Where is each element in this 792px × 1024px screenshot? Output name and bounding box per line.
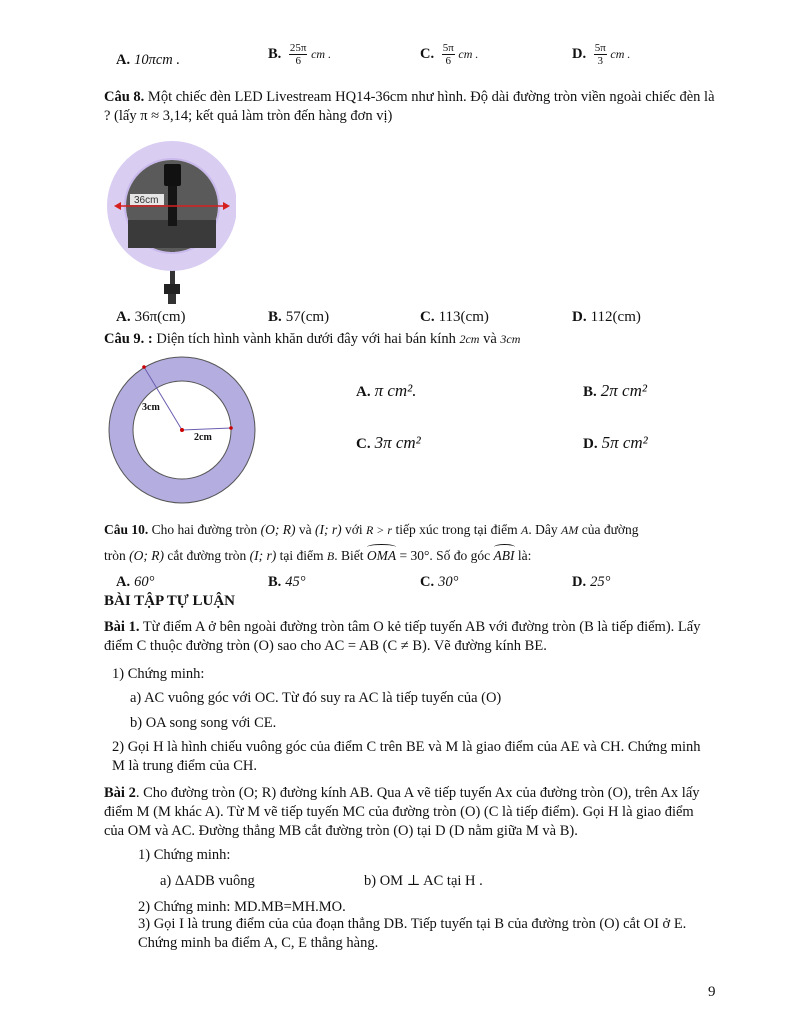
exercise-label: Bài 1.	[104, 619, 140, 635]
center-point	[180, 428, 184, 432]
fraction	[442, 42, 455, 67]
exercise-text: . Cho đường tròn (O; R) đường kính AB. Qua A vẽ tiếp tuyến Ax của đường tròn (O), trên Ax lấy điểm M (M khác A). Từ M vẽ tiếp tuyến MC của đường tròn (O) (C là tiếp điểm). Gọi H là giao điểm của OM và AC. Đường thẳng MB cắt đường tròn (O) tại D (D nằm giữa M và B).	[104, 785, 700, 839]
option-label: B.	[268, 309, 282, 325]
option-value: 112(cm)	[590, 309, 641, 325]
option-value: 36π(cm)	[134, 309, 186, 325]
chord: AM	[561, 523, 579, 537]
question-label: Câu 9. :	[104, 331, 153, 347]
q9-option-a	[356, 381, 417, 402]
ring-light-image	[106, 140, 236, 305]
option-value: π cm².	[374, 381, 417, 400]
question-text: Một chiếc đèn LED Livestream HQ14-36cm như hình. Độ dài đường tròn viền ngoài chiếc đèn là ? (lấy π ≈ 3,14; kết quả làm tròn đến hàng đơn vị)	[104, 89, 715, 124]
option-value: 10πcm .	[134, 52, 181, 68]
option-label: A.	[116, 574, 131, 590]
outer-point	[142, 365, 146, 369]
angle-value: = 30°	[396, 548, 430, 563]
q7-option-a	[116, 50, 180, 70]
phone-clip	[164, 164, 181, 186]
page-number: 9	[708, 984, 716, 1000]
point-a: A	[521, 523, 529, 537]
option-label: C.	[420, 45, 435, 62]
q9-stem	[104, 329, 724, 349]
option-unit: cm .	[610, 46, 631, 61]
exercise-label: Bài 2	[104, 785, 136, 801]
bai1-part-1b: b) OA song song với CE.	[130, 715, 277, 731]
q7-option-b	[268, 42, 331, 67]
stand-base	[168, 294, 176, 304]
text: . Số đo góc	[429, 548, 494, 563]
conjunction: và	[479, 331, 501, 347]
option-value: 113(cm)	[438, 309, 489, 325]
option-label: A.	[116, 52, 131, 68]
bai1-part-1a: a) AC vuông góc với OC. Từ đó suy ra AC là tiếp tuyến của (O)	[130, 690, 502, 706]
q8-option-c	[420, 307, 489, 327]
circle-o: (O; R)	[129, 548, 164, 563]
option-value: 25°	[590, 574, 611, 590]
option-label: B.	[268, 45, 282, 62]
bai2-stem	[104, 784, 716, 841]
circle-i: (I; r)	[314, 522, 342, 537]
inner-point	[229, 426, 233, 430]
denominator: 3	[597, 55, 604, 67]
q9-option-d	[583, 433, 648, 454]
option-unit: cm .	[458, 46, 479, 61]
inner-radius-label: 2cm	[194, 432, 212, 443]
numerator: 5π	[594, 42, 606, 54]
q10-option-b	[268, 572, 306, 592]
q10-option-a	[116, 572, 154, 592]
option-label: D.	[572, 574, 587, 590]
q8-option-b	[268, 307, 329, 327]
text: tiếp xúc trong tại điểm	[392, 522, 522, 537]
bai2-part-1a: a) ΔADB vuông	[160, 873, 255, 889]
option-value: 30°	[438, 574, 459, 590]
text: là:	[514, 548, 532, 563]
option-value: 3π cm²	[374, 433, 421, 452]
bai2-part-1: 1) Chứng minh:	[138, 847, 231, 863]
option-label: D.	[583, 436, 598, 452]
option-label: A.	[356, 384, 371, 400]
radius-outer: 3cm	[500, 332, 521, 346]
bai2-part-1b: b) OM ⊥ AC tại H .	[364, 873, 483, 889]
text: cắt đường tròn	[163, 548, 250, 563]
q8-option-d	[572, 307, 641, 327]
text: tròn	[104, 548, 130, 563]
q7-option-c	[420, 42, 478, 67]
q9-option-b	[583, 381, 647, 402]
bai1-part-1: 1) Chứng minh:	[112, 666, 205, 682]
option-label: B.	[583, 384, 597, 400]
outer-radius-label: 3cm	[142, 402, 160, 413]
point-b: B	[326, 549, 335, 563]
text: của đường	[578, 522, 639, 537]
text: . Dây	[528, 522, 562, 537]
q10-option-c	[420, 572, 458, 592]
fraction	[289, 42, 308, 67]
option-value: 5π cm²	[601, 433, 648, 452]
text: với	[341, 522, 366, 537]
angle-given: OMA	[367, 546, 396, 566]
exercise-text: Từ điểm A ở bên ngoài đường tròn tâm O kẻ tiếp tuyến AB với đường tròn (B là tiếp điểm). Lấy điểm C thuộc đường tròn (O) sao cho AC = AB (C ≠ B). Vẽ đường kính BE.	[104, 619, 701, 654]
numerator: 25π	[289, 42, 307, 54]
q10-line-1	[104, 520, 724, 540]
annulus-figure	[106, 354, 258, 506]
circle-o: (O; R)	[260, 522, 296, 537]
radius-inner: 2cm	[459, 332, 480, 346]
option-unit: cm .	[311, 46, 332, 61]
question-label: Câu 8.	[104, 89, 145, 105]
fraction	[594, 42, 607, 67]
q7-option-d	[572, 42, 630, 67]
q10-option-d	[572, 572, 610, 592]
option-label: C.	[420, 574, 435, 590]
question-text: Diện tích hình vành khăn dưới đây với hai bán kính	[152, 331, 460, 347]
condition: R > r	[365, 523, 393, 537]
stand-mount	[164, 284, 180, 294]
angle-asked: ABI	[494, 546, 515, 566]
text: tại điểm	[276, 548, 327, 563]
denominator: 6	[295, 55, 301, 67]
denominator: 6	[445, 55, 452, 67]
q9-option-c	[356, 433, 421, 454]
option-label: A.	[116, 309, 131, 325]
option-label: D.	[572, 45, 587, 62]
circle-i: (I; r)	[249, 548, 277, 563]
diameter-label: 36cm	[134, 195, 159, 206]
bai2-part-3: 3) Gọi I là trung điểm của của đoạn thẳng DB. Tiếp tuyến tại B của đường tròn (O) cắt OI ở E. Chứng minh ba điểm A, C, E thẳng hàng.	[138, 916, 687, 951]
option-value: 45°	[285, 574, 306, 590]
text: và	[295, 522, 315, 537]
option-label: B.	[268, 574, 282, 590]
bai1-part-2: 2) Gọi H là hình chiếu vuông góc của điểm C trên BE và M là giao điểm của AE và CH. Chứng minh M là trung điểm của CH.	[112, 739, 701, 774]
q8-stem	[104, 88, 716, 126]
numerator: 5π	[442, 42, 454, 54]
option-label: C.	[356, 436, 371, 452]
option-label: C.	[420, 309, 435, 325]
option-value: 60°	[134, 574, 155, 590]
option-value: 2π cm²	[600, 381, 647, 400]
option-value: 57(cm)	[285, 309, 330, 325]
text: . Biết	[334, 548, 367, 563]
bai1-stem	[104, 618, 716, 656]
question-label: Câu 10.	[104, 522, 149, 537]
q10-line-2	[104, 546, 724, 566]
text: Cho hai đường tròn	[148, 522, 261, 537]
option-label: D.	[572, 309, 587, 325]
q8-option-a	[116, 307, 185, 327]
section-title: BÀI TẬP TỰ LUẬN	[104, 593, 236, 609]
bai2-part-2: 2) Chứng minh: MD.MB=MH.MO.	[138, 899, 346, 915]
